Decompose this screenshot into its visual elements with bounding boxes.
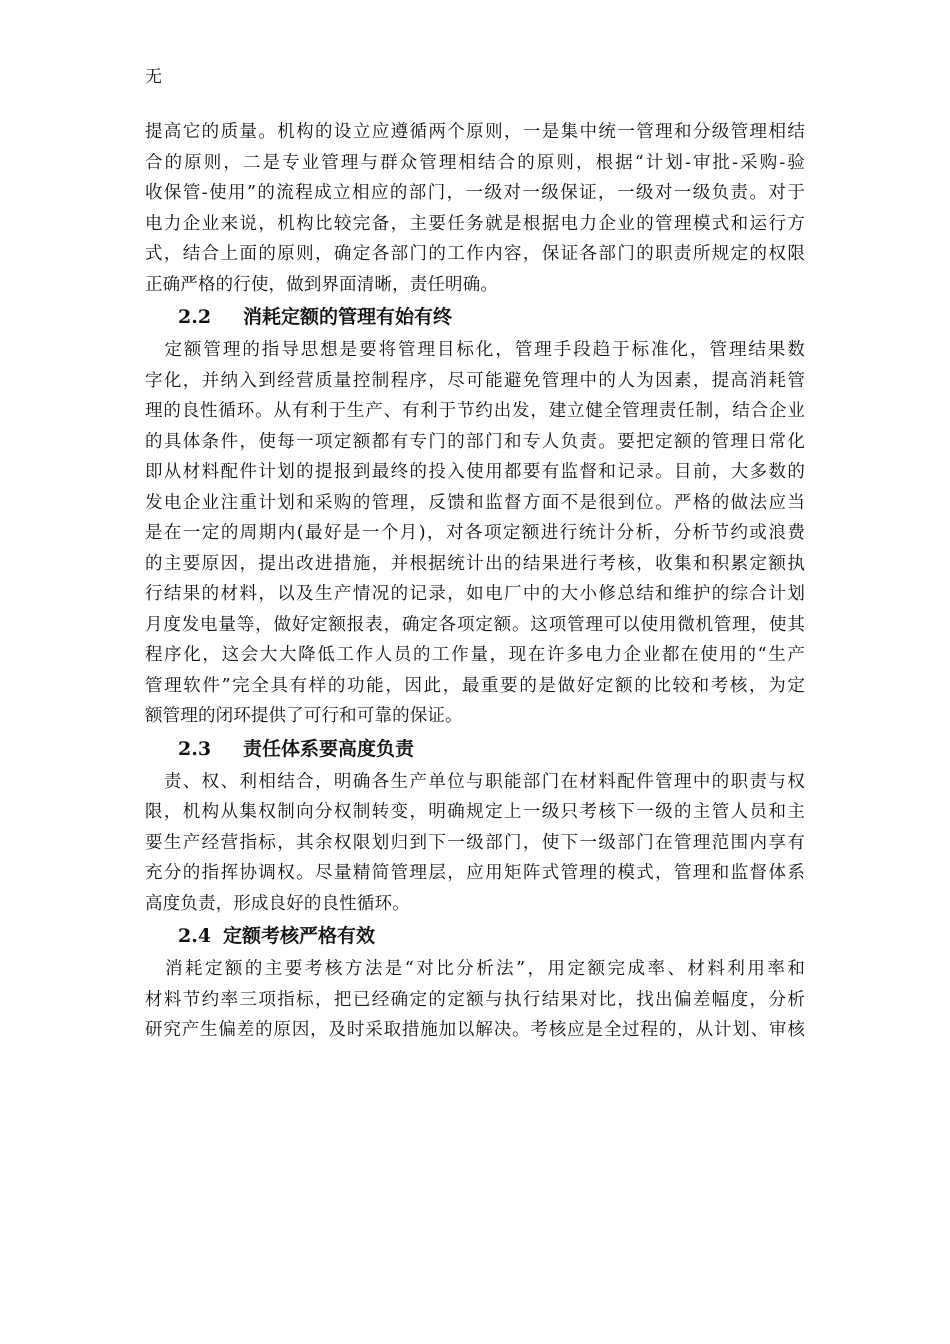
text-line: 研究产生偏差的原因，及时采取措施加以解决。考核应是全过程的，从计划、审核 <box>145 1020 805 1040</box>
paragraph-2-2 <box>145 335 805 732</box>
text-line: 的具体条件，使每一项定额都有专门的部门和专人负责。要把定额的管理日常化 <box>145 431 805 452</box>
text-line: 的主要原因，提出改进措施，并根据统计出的结果进行考核，收集和积累定额执 <box>145 553 805 574</box>
text-line: 合的原则，二是专业管理与群众管理相结合的原则，根据“计划-审批-采购-验 <box>145 152 805 173</box>
text-line: 消耗定额的主要考核方法是“对比分析法”，用定额完成率、材料利用率和 <box>145 959 805 979</box>
paragraph-2-3 <box>145 767 805 920</box>
section-number: 2.2 <box>178 306 212 328</box>
text-line: 正确严格的行使，做到界面清晰，责任明确。 <box>145 274 498 295</box>
text-line: 限，机构从集权制向分权制转变，明确规定上一级只考核下一级的主管人员和主 <box>145 802 805 822</box>
text-line: 即从材料配件计划的提报到最终的投入使用都要有监督和记录。目前，大多数的 <box>145 462 805 482</box>
section-heading-2-4 <box>145 920 805 953</box>
text-line: 充分的指挥协调权。尽量精简管理层，应用矩阵式管理的模式，管理和监督体系 <box>145 863 805 883</box>
text-line: 理的良性循环。从有利于生产、有利于节约出发，建立健全管理责任制，结合企业 <box>145 401 805 421</box>
text-line: 字化，并纳入到经营质量控制程序，尽可能避免管理中的人为因素，提高消耗管 <box>145 370 805 391</box>
text-line: 额管理的闭环提供了可行和可靠的保证。 <box>145 706 463 726</box>
paragraph-2-4 <box>145 954 805 1046</box>
section-title: 责任体系要高度负责 <box>243 737 415 760</box>
text-line: 材料节约率三项指标，把已经确定的定额与执行结果对比，找出偏差幅度，分析 <box>145 989 805 1010</box>
section-number: 2.4 <box>178 925 212 947</box>
text-line: 行结果的材料，以及生产情况的记录，如电厂中的大小修总结和维护的综合计划 <box>145 584 805 604</box>
page-header: 无 <box>145 67 162 87</box>
section-heading-2-3 <box>145 733 805 766</box>
text-line: 高度负责，形成良好的良性循环。 <box>145 893 410 914</box>
section-title: 消耗定额的管理有始有终 <box>243 306 453 328</box>
body-text <box>145 117 805 1046</box>
section-heading-2-2 <box>145 301 805 334</box>
text-line: 管理软件”完全具有样的功能，因此，最重要的是做好定额的比较和考核，为定 <box>145 675 805 696</box>
text-line: 定额管理的指导思想是要将管理目标化，管理手段趋于标准化，管理结果数 <box>145 340 805 360</box>
section-number: 2.3 <box>178 737 212 760</box>
text-line: 责、权、利相结合，明确各生产单位与职能部门在材料配件管理中的职责与权 <box>145 771 805 792</box>
text-line: 式，结合上面的原则，确定各部门的工作内容，保证各部门的职责所规定的权限 <box>145 244 805 264</box>
text-line: 月度发电量等，做好定额报表，确定各项定额。这项管理可以使用微机管理，使其 <box>145 614 805 635</box>
text-line: 提高它的质量。机构的设立应遵循两个原则，一是集中统一管理和分级管理相结 <box>145 122 805 142</box>
text-line: 收保管-使用”的流程成立相应的部门，一级对一级保证，一级对一级负责。对于 <box>145 183 805 203</box>
paragraph-intro <box>145 117 805 300</box>
text-line: 电力企业来说，机构比较完备，主要任务就是根据电力企业的管理模式和运行方 <box>145 213 805 234</box>
text-line: 程序化，这会大大降低工作人员的工作量，现在许多电力企业都在使用的“生产 <box>145 645 805 665</box>
text-line: 发电企业注重计划和采购的管理，反馈和监督方面不是很到位。严格的做法应当 <box>145 492 805 513</box>
text-line: 要生产经营指标，其余权限划归到下一级部门，使下一级部门在管理范围内享有 <box>145 832 805 853</box>
text-line: 是在一定的周期内(最好是一个月)，对各项定额进行统计分析，分析节约或浪费 <box>145 523 805 543</box>
section-title: 定额考核严格有效 <box>223 925 376 947</box>
